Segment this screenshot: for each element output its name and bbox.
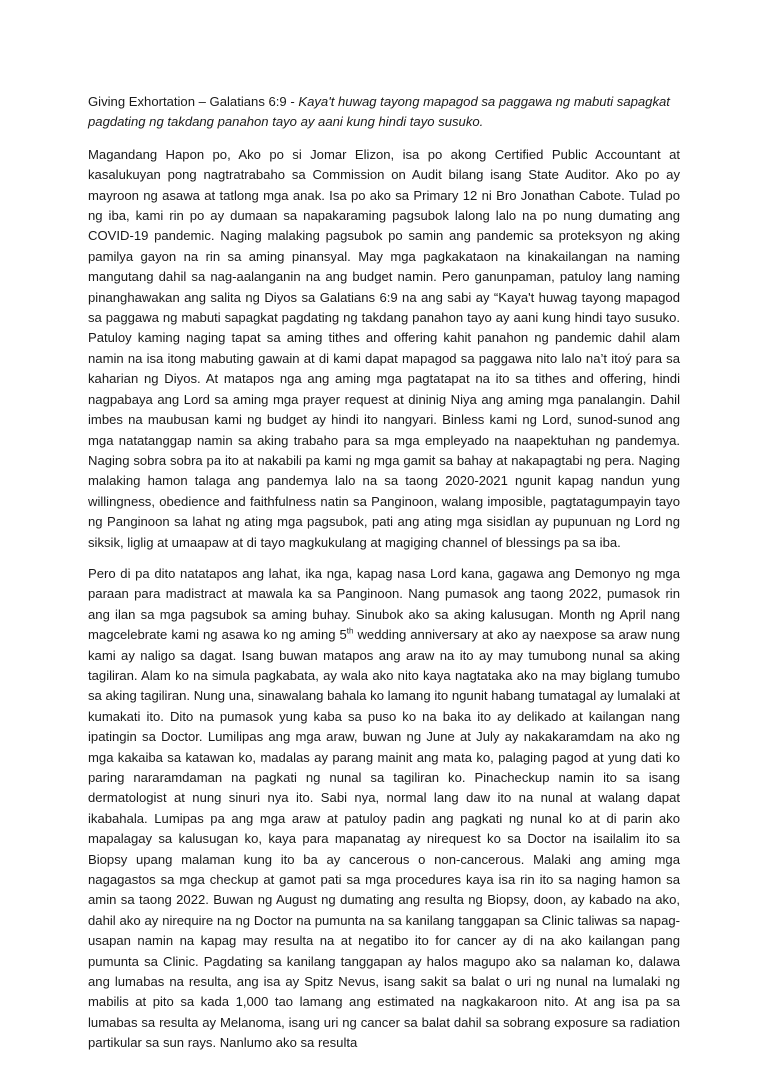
paragraph-2 bbox=[88, 564, 680, 1054]
ordinal-superscript: th bbox=[346, 626, 354, 636]
document-heading bbox=[88, 92, 680, 133]
heading-verse: Kaya't huwag tayong mapagod sa paggawa ng mabuti sapagkat pagdating ng takdang panahon tayo ay aani kung hindi tayo susuko. bbox=[88, 94, 670, 130]
heading-title: Giving Exhortation – Galatians 6:9 - bbox=[88, 94, 299, 109]
document-page bbox=[88, 92, 680, 1065]
paragraph-2-rest: wedding anniversary at ako ay naexpose sa araw nung kami ay naligo sa dagat. Isang buwan matapos ang araw na ito ay may tumubong nunal sa aking tagiliran. Alam ko na simula pagkabata, ay wala ako nito kaya nagtataka ako na may biglang tumubo sa aking tagiliran. Nung una, sinawalang bahala ko lamang ito ngunit habang tumatagal ay lumalaki at kumakati ito. Dito na pumasok yung kaba sa puso ko na baka ito ay delikado at kailangan nang ipatingin sa Doctor. Lumilipas ang mga araw, buwan ng June at July ay nakakaramdam na ako ng mga kakaiba sa katawan ko, madalas ay parang mainit ang mata ko, palaging pagod at yung dati ko paring nararamdaman na pagkati ng nunal sa tagiliran ko. Pinacheckup namin ito sa isang dermatologist at nung sinuri nya ito. Sabi nya, normal lang daw ito na nunal at walang dapat ikabahala. Lumipas pa ang mga araw at patuloy padin ang pagkati ng nunal ko at di parin ako mapalagay sa kalusugan ko, kaya para mapanatag ay nirequest ko sa Doctor na isailalim ito sa Biopsy upang malaman kung ito ba ay cancerous o non-cancerous. Malaki ang aming mga nagagastos sa mga checkup at gamot pati sa mga procedures kaya isa rin ito sa naging hamon sa amin sa taong 2022. Buwan ng August ng dumating ang resulta ng Biopsy, doon, ay kabado na ako, dahil ako ay nirequire na ng Doctor na pumunta na sa kanilang tanggapan sa Clinic taliwas sa napag-usapan namin na kapag may resulta na at negatibo ito for cancer ay di na ako kailangan pang pumunta sa Clinic. Pagdating sa kanilang tanggapan ay halos magupo ako sa nalaman ko, dalawa ang lumabas na resulta, ang isa ay Spitz Nevus, isang sakit sa balat o uri ng nunal na lumalaki ng mabilis at pito sa kada 1,000 tao lamang ang estimated na nagkakaroon nito. At ang isa pa sa lumabas sa resulta ay Melanoma, isang uri ng cancer sa balat dahil sa sobrang exposure sa radiation partikular sa sun rays. Nanlumo ako sa resulta bbox=[88, 627, 680, 1051]
paragraph-1: Magandang Hapon po, Ako po si Jomar Elizon, isa po akong Certified Public Accountant at kasalukuyan pong nagtratrabaho sa Commission on Audit bilang isang State Auditor. Ako po ay mayroon ng asawa at tatlong mga anak. Isa po ako sa Primary 12 ni Bro Jonathan Cabote. Tulad po ng iba, kami rin po ay dumaan sa napakaraming pagsubok lalong lalo na po nung dumating ang COVID-19 pandemic. Naging malaking pagsubok po samin ang pandemic sa proteksyon ng aking pamilya gayon na rin sa aming pinansyal. May mga pagkakataon na kinakailangan na naming mangutang dahil sa nag-aalanganin na ang budget namin. Pero ganunpaman, patuloy lang naming pinanghawakan ang salita ng Diyos sa Galatians 6:9 na ang sabi ay “Kaya't huwag tayong mapagod sa paggawa ng mabuti sapagkat pagdating ng takdang panahon tayo ay aani kung hindi tayo susuko. Patuloy kaming naging tapat sa aming tithes and offering kahit panahon ng pandemic dahil alam namin na isa itong mabuting gawain at di kami dapat mapagod sa paggawa nito lalo na’t itoý para sa kaharian ng Diyos. At matapos nga ang aming mga pagtatapat na ito sa tithes and offering, hindi nagpabaya ang Lord sa aming mga prayer request at dininig Niya ang aming mga panalangin. Dahil imbes na maubusan kami ng budget ay hindi ito nangyari. Binless kami ng Lord, sunod-sunod ang mga natatanggap namin sa aking trabaho para sa mga empleyado na naapektuhan ng pandemya. Naging sobra sobra pa ito at nakabili pa kami ng mga gamit sa bahay at nakapagtabi ng pera. Naging malaking hamon talaga ang pandemya lalo na sa taong 2020-2021 ngunit kapag nandun yung willingness, obedience and faithfulness natin sa Panginoon, walang imposible, pagtatagumpayin tayo ng Panginoon sa lahat ng ating mga pagsubok, pati ang ating mga sisidlan ay pupunuan ng Lord ng siksik, liglig at umaapaw at di tayo magkukulang at magiging channel of blessings pa sa iba. bbox=[88, 146, 680, 550]
paragraph-2-start: Pero di pa dito natatapos ang lahat, ika nga, kapag nasa Lord kana, gagawa ang Demonyo ng mga paraan para madistract at mawala ka sa Panginoon. Nang pumasok ang taong 2022, pumasok rin ang ilan sa mga pagsubok sa aming buhay. Sinubok ako sa aking kalusugan. Month ng April nang magcelebrate kami ng asawa ko ng aming 5 bbox=[88, 565, 680, 643]
